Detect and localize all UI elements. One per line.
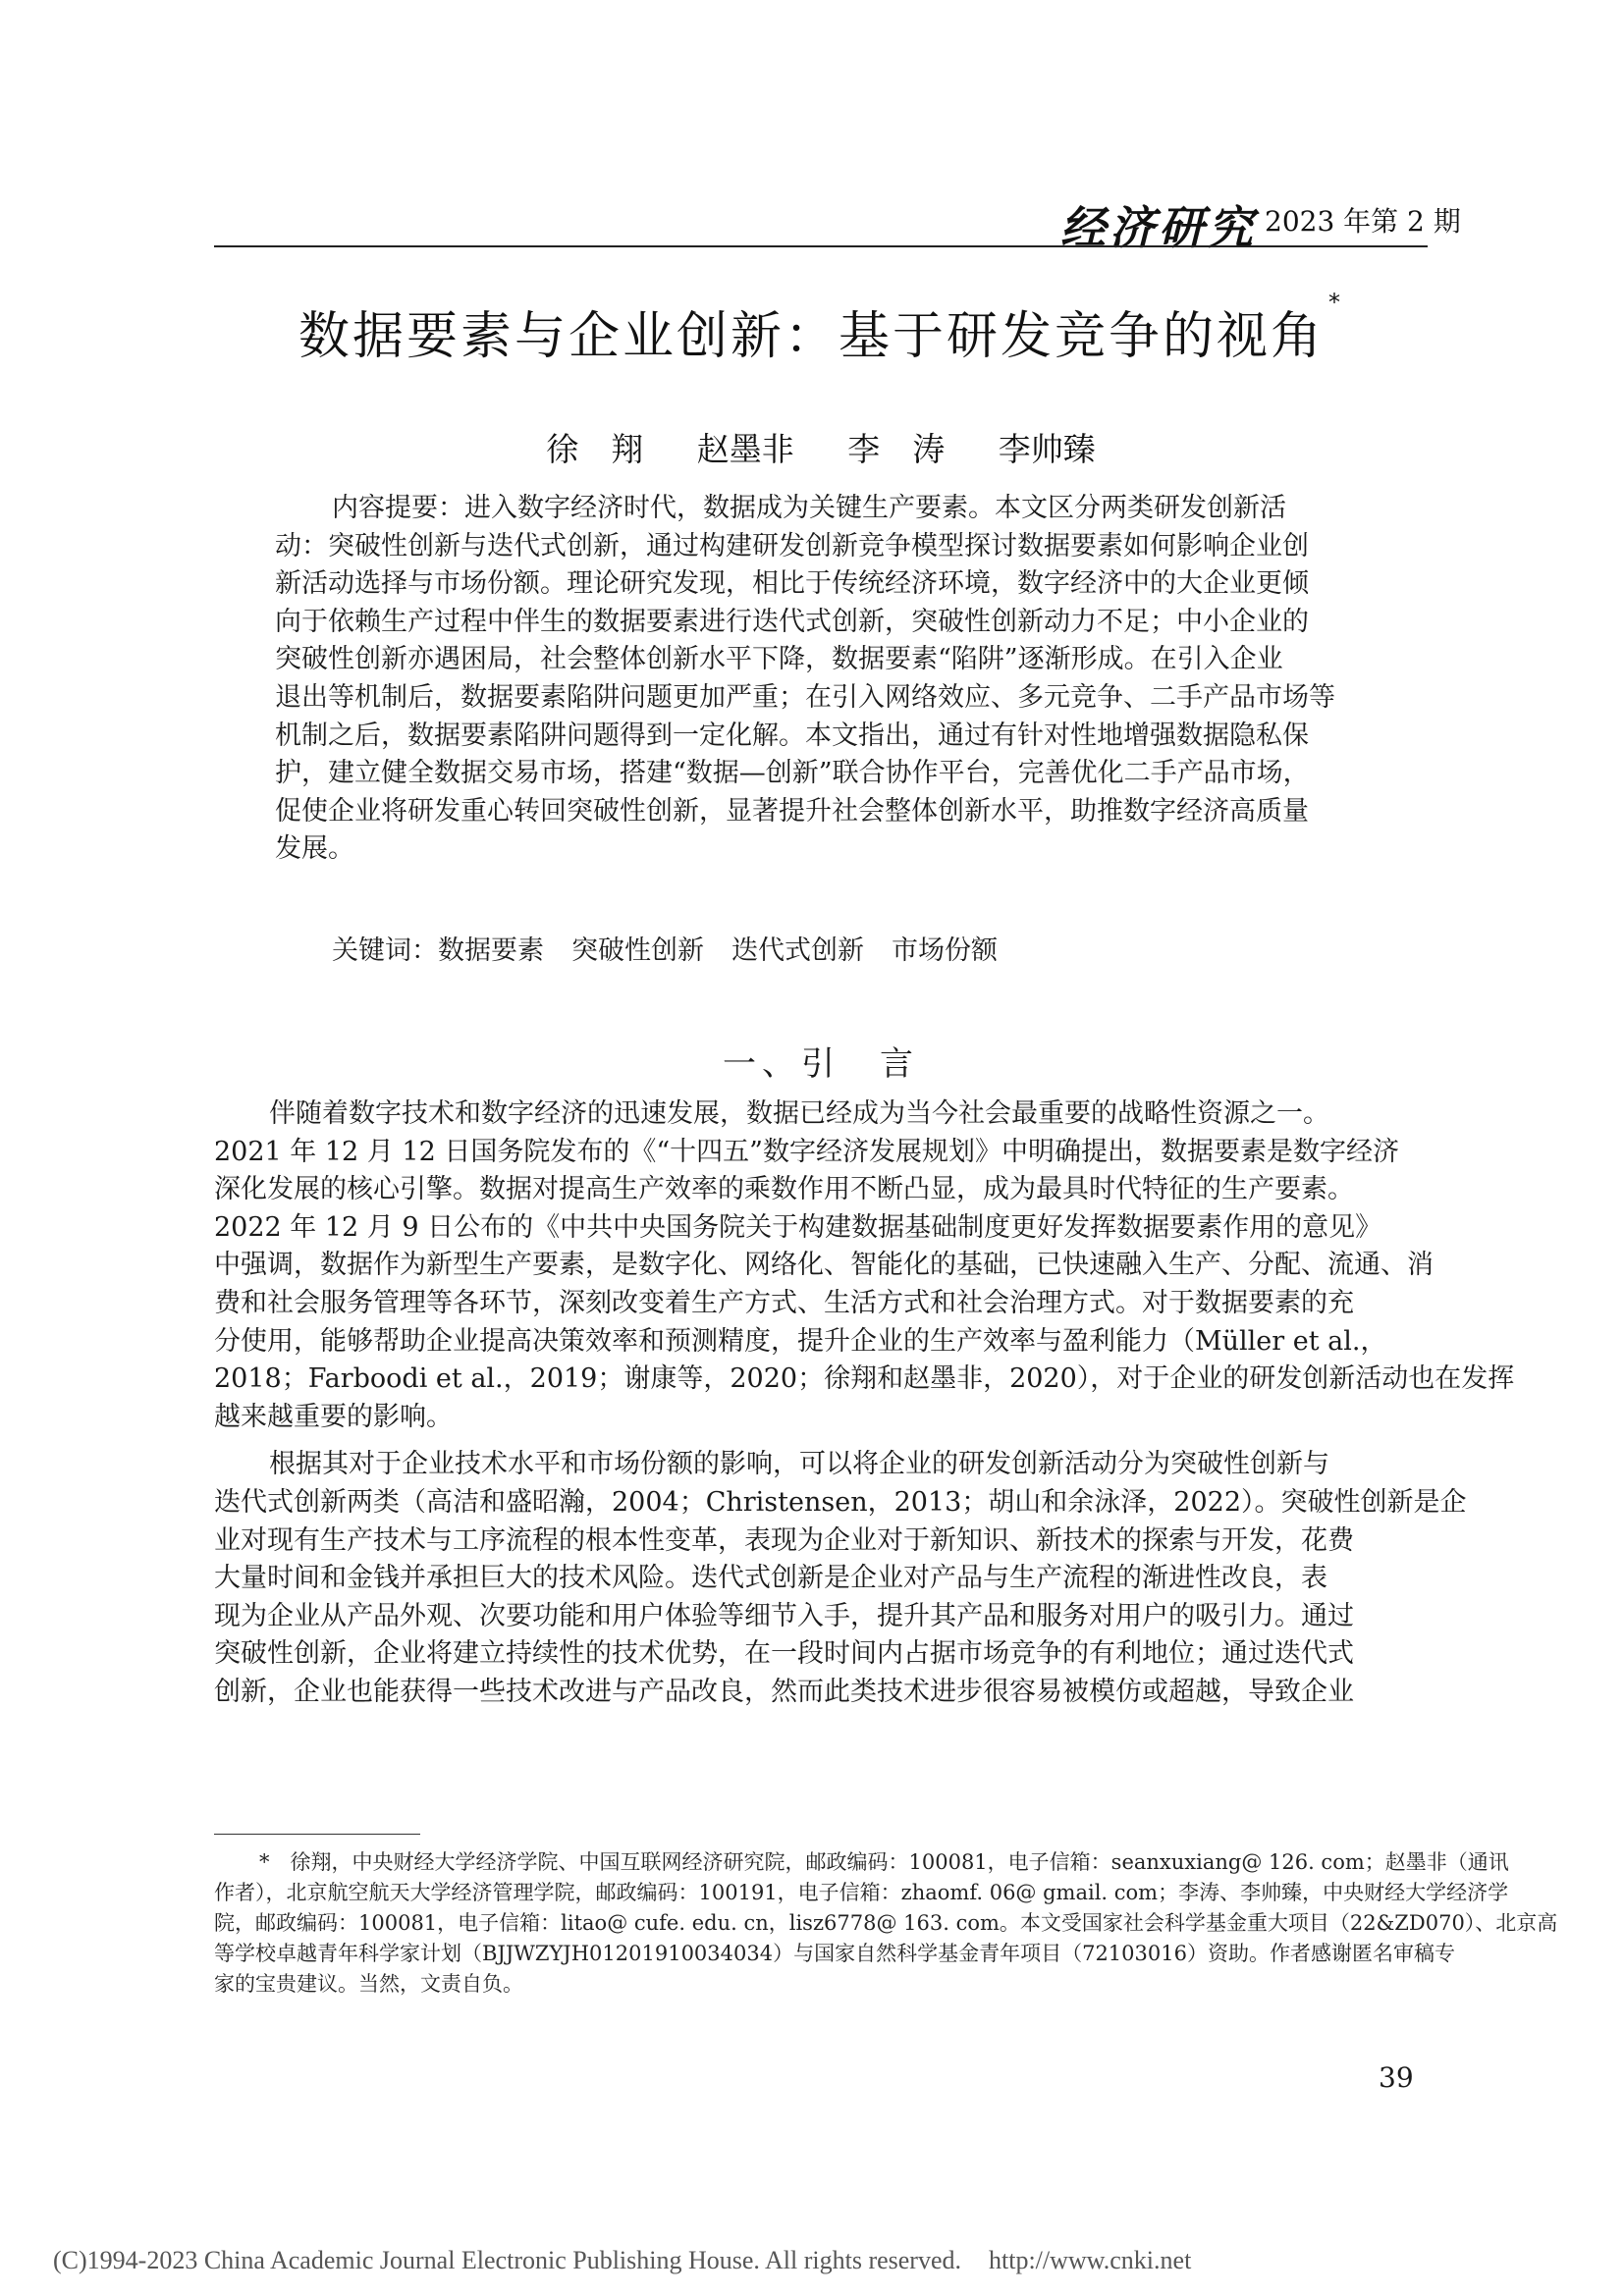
abstract-line: 突破性创新亦遇困局，社会整体创新水平下降，数据要素“陷阱”逐渐形成。在引入企业	[275, 644, 1283, 675]
footnote-line: 作者），北京航空航天大学经济管理学院，邮政编码：100191，电子信箱：zhaomf. 06@ gmail. com；李涛、李帅臻，中央财经大学经济学	[214, 1881, 1509, 1904]
body-line: 2018；Farboodi et al.，2019；谢康等，2020；徐翔和赵墨非，2020），对于企业的研发创新活动也在发挥	[214, 1363, 1515, 1395]
abstract-line: 发展。	[275, 833, 354, 865]
abstract-line: 内容提要：进入数字经济时代，数据成为关键生产要素。本文区分两类研发创新活	[332, 493, 1286, 523]
title-footnote-mark: *	[1328, 289, 1343, 316]
body-line: 大量时间和金钱并承担巨大的技术风险。迭代式创新是企业对产品与生产流程的渐进性改良，表	[214, 1563, 1327, 1594]
author-list	[214, 424, 1428, 470]
author-name: 赵墨非	[696, 430, 794, 468]
body-line: 分使用，能够帮助企业提高决策效率和预测精度，提升企业的生产效率与盈利能力（Müller et al.，	[214, 1325, 1387, 1357]
footnote-line: 等学校卓越青年科学家计划（BJJWZYJH01201910034034）与国家自然科学基金青年项目（72103016）资助。作者感谢匿名审稿专	[214, 1942, 1455, 1965]
body-text	[214, 1095, 1515, 1712]
keyword: 市场份额	[892, 935, 998, 966]
keyword: 突破性创新	[571, 935, 704, 966]
body-line: 2021 年 12 月 12 日国务院发布的《“十四五”数字经济发展规划》中明确提出，数据要素是数字经济	[214, 1136, 1399, 1167]
author-name: 徐 翔	[546, 430, 644, 468]
paper-title	[214, 289, 1428, 368]
keywords-label: 关键词：	[332, 935, 438, 966]
copyright-notice	[53, 2246, 1191, 2275]
body-line: 根据其对于企业技术水平和市场份额的影响，可以将企业的研发创新活动分为突破性创新与	[269, 1449, 1329, 1480]
keywords	[332, 929, 998, 967]
body-line: 迭代式创新两类（高洁和盛昭瀚，2004；Christensen，2013；胡山和余泳泽，2022）。突破性创新是企	[214, 1486, 1467, 1518]
issue-label: 2023 年第 2 期	[1265, 205, 1461, 238]
footnote-line: * 徐翔，中央财经大学经济学院、中国互联网经济研究院，邮政编码：100081，电子信箱：seanxuxiang@ 126. com；赵墨非（通讯	[259, 1850, 1509, 1874]
keyword: 迭代式创新	[731, 935, 864, 966]
footnote	[214, 1847, 1558, 2000]
abstract-line: 退出等机制后，数据要素陷阱问题更加严重；在引入网络效应、多元竞争、二手产品市场等	[275, 681, 1335, 713]
footnote-rule	[214, 1834, 420, 1835]
keyword: 数据要素	[438, 935, 544, 966]
abstract-line: 动：突破性创新与迭代式创新，通过构建研发创新竞争模型探讨数据要素如何影响企业创	[275, 530, 1309, 561]
body-line: 创新，企业也能获得一些技术改进与产品改良，然而此类技术进步很容易被模仿或超越，导致企业	[214, 1676, 1354, 1707]
abstract-line: 新活动选择与市场份额。理论研究发现，相比于传统经济环境，数字经济中的大企业更倾	[275, 568, 1309, 600]
body-line: 突破性创新，企业将建立持续性的技术优势，在一段时间内占据市场竞争的有利地位；通过迭代式	[214, 1638, 1354, 1670]
body-line: 业对现有生产技术与工序流程的根本性变革，表现为企业对于新知识、新技术的探索与开发，花费	[214, 1524, 1354, 1556]
body-line: 2022 年 12 月 9 日公布的《中共中央国务院关于构建数据基础制度更好发挥数据要素作用的意见》	[214, 1211, 1382, 1243]
paper-title-text: 数据要素与企业创新：基于研发竞争的视角	[298, 307, 1325, 366]
copyright-url: http://www.cnki.net	[989, 2246, 1192, 2274]
section-heading: 一、引 言	[723, 1044, 919, 1084]
journal-logo: 经济研究	[1060, 201, 1257, 254]
body-line: 中强调，数据作为新型生产要素，是数字化、网络化、智能化的基础，已快速融入生产、分配、流通、消	[214, 1250, 1434, 1281]
body-line: 越来越重要的影响。	[214, 1401, 453, 1432]
abstract-line: 护，建立健全数据交易市场，搭建“数据—创新”联合协作平台，完善优化二手产品市场，	[275, 758, 1310, 789]
footnote-line: 院，邮政编码：100081，电子信箱：litao@ cufe. edu. cn，lisz6778@ 163. com。本文受国家社会科学基金重大项目（22&ZD070）、北京高	[214, 1911, 1558, 1935]
body-line: 伴随着数字技术和数字经济的迅速发展，数据已经成为当今社会最重要的战略性资源之一。	[269, 1098, 1329, 1129]
abstract-line: 促使企业将研发重心转回突破性创新，显著提升社会整体创新水平，助推数字经济高质量	[275, 795, 1309, 827]
body-line: 费和社会服务管理等各环节，深刻改变着生产方式、生活方式和社会治理方式。对于数据要素的充	[214, 1287, 1354, 1318]
author-name: 李帅臻	[998, 430, 1096, 468]
header-rule	[214, 245, 1428, 247]
copyright-text: (C)1994-2023 China Academic Journal Electronic Publishing House. All rights reserved.	[53, 2246, 961, 2274]
abstract-line: 向于依赖生产过程中伴生的数据要素进行迭代式创新，突破性创新动力不足；中小企业的	[275, 606, 1309, 637]
page-number: 39	[1379, 2061, 1414, 2094]
author-name: 李 涛	[847, 430, 946, 468]
abstract	[275, 490, 1377, 869]
abstract-line: 机制之后，数据要素陷阱问题得到一定化解。本文指出，通过有针对性地增强数据隐私保	[275, 720, 1309, 751]
body-line: 现为企业从产品外观、次要功能和用户体验等细节入手，提升其产品和服务对用户的吸引力。通过	[214, 1600, 1354, 1631]
body-line: 深化发展的核心引擎。数据对提高生产效率的乘数作用不断凸显，成为最具时代特征的生产要素。	[214, 1174, 1354, 1205]
footnote-line: 家的宝贵建议。当然，文责自负。	[214, 1972, 523, 1996]
